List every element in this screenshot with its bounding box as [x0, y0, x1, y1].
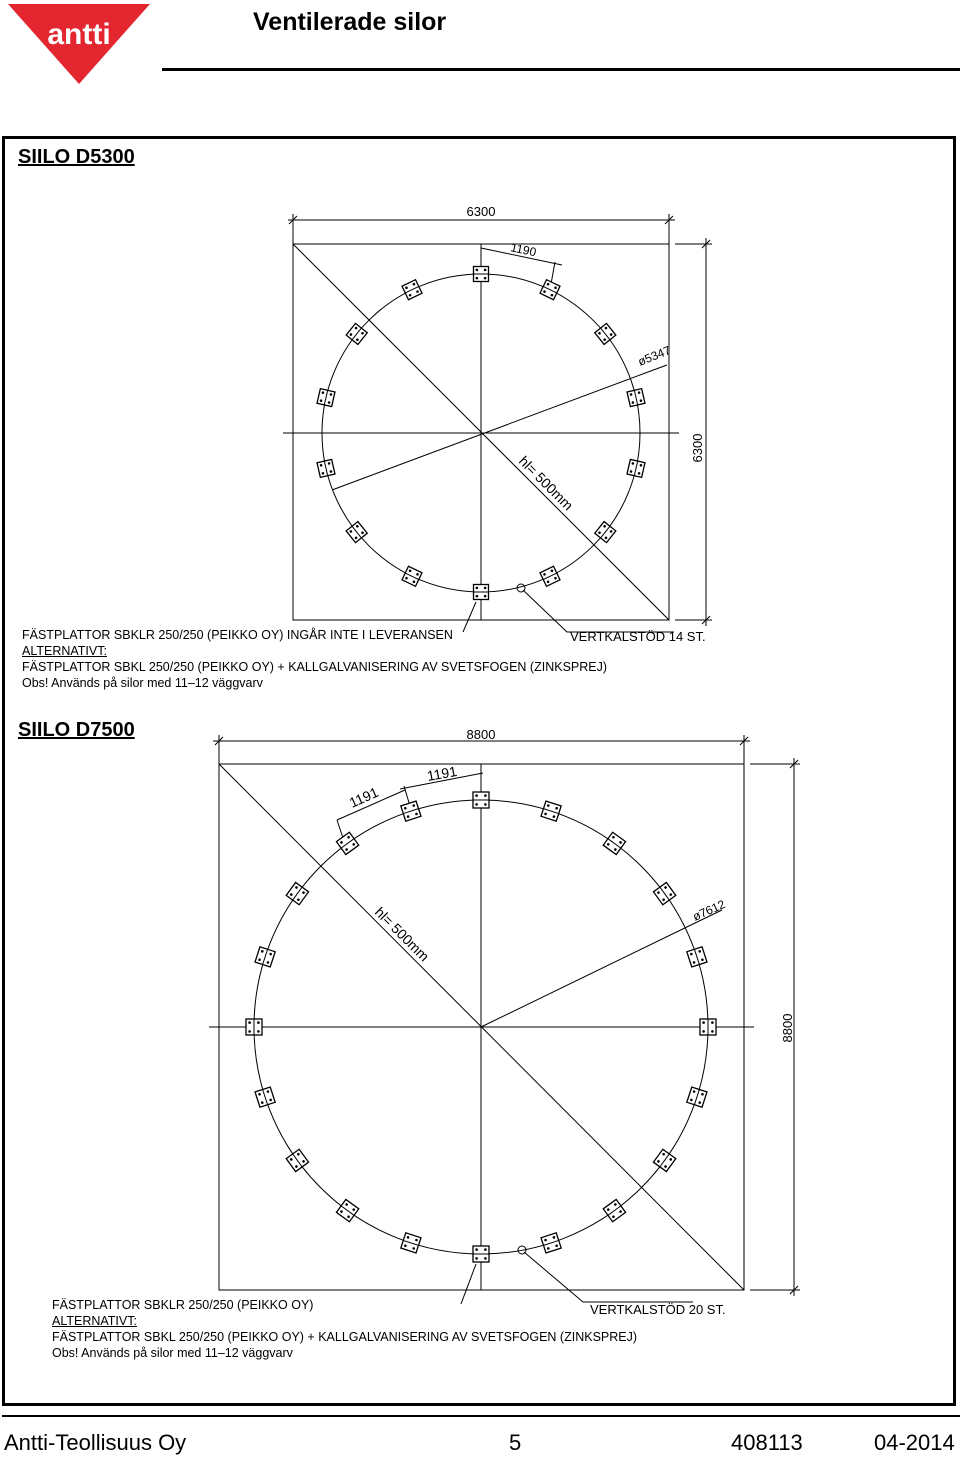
silo1-dim-width: 6300	[466, 204, 496, 219]
silo2-anchor-plate	[687, 1087, 707, 1107]
silo2-diameter-line	[481, 924, 693, 1027]
footer-company: Antti-Teollisuus Oy	[4, 1430, 187, 1455]
silo1-note-2: ALTERNATIVT:	[22, 644, 107, 658]
silo2-anchor-plate	[653, 1149, 675, 1171]
silo2-note-3: FÄSTPLATTOR SBKL 250/250 (PEIKKO OY) + KALLGALVANISERING AV SVETSFOGEN (ZINKSPREJ)	[52, 1330, 638, 1344]
silo2-anchor-plate	[255, 1087, 275, 1107]
silo2-dim-diameter: ø7612	[690, 897, 728, 924]
silo2-anchor-plate	[286, 1149, 308, 1171]
silo2-anchor-plate	[246, 1019, 262, 1035]
silo2-note-2: ALTERNATIVT:	[52, 1314, 137, 1328]
footer-doc-number: 408113	[731, 1430, 803, 1455]
silo2-anchor-plate	[700, 1019, 716, 1035]
footer-page-number: 5	[509, 1430, 522, 1455]
logo-text: antti	[47, 18, 111, 51]
silo1-note-4: Obs! Används på silor med 11–12 väggvarv	[22, 676, 263, 690]
silo2-dim-width: 8800	[466, 727, 496, 742]
silo2-anchor-plate	[286, 882, 308, 904]
silo2-anchor-plate	[401, 1233, 421, 1253]
silo2-anchor-plate	[603, 1199, 625, 1221]
silo2-anchor-plate	[687, 947, 707, 967]
silo2-anchor-plate	[473, 1246, 489, 1262]
silo2-dim-arc-1: 1191	[346, 783, 381, 811]
silo2-anchor-plate	[401, 801, 421, 821]
page-title: Ventilerade silor	[253, 8, 447, 36]
silo2-heading: SIILO D7500	[18, 719, 135, 741]
silo1-note-1: FÄSTPLATTOR SBKLR 250/250 (PEIKKO OY) INGÅR INTE I LEVERANSEN	[22, 628, 453, 642]
silo1-dim-hl: hl= 500mm	[515, 452, 577, 514]
silo2-anchor-plate	[336, 832, 358, 854]
silo1-dim-diameter: ø5347	[635, 343, 673, 369]
silo2-notes	[52, 1297, 637, 1361]
silo2-anchor-plate	[541, 1233, 561, 1253]
silo2-dim-arc-2: 1191	[425, 762, 459, 784]
footer-rule	[2, 1415, 960, 1417]
silo2-support-count: VERTKALSTÖD 20 ST.	[590, 1302, 726, 1317]
silo2-anchor-plate	[473, 792, 489, 808]
silo2-dim-hl: hl= 500mm	[371, 903, 433, 965]
silo1-dim-arc: 1190	[509, 240, 538, 260]
silo2-anchor-plate	[653, 882, 675, 904]
silo2-note-1: FÄSTPLATTOR SBKLR 250/250 (PEIKKO OY)	[52, 1298, 314, 1312]
silo1-heading: SIILO D5300	[18, 146, 135, 168]
silo2-support-leader	[524, 1252, 693, 1302]
silo1-note-3: FÄSTPLATTOR SBKL 250/250 (PEIKKO OY) + KALLGALVANISERING AV SVETSFOGEN (ZINKSPREJ)	[22, 660, 608, 674]
footer-date: 04-2014	[874, 1430, 955, 1455]
silo2-anchor-plate	[255, 947, 275, 967]
silo2-anchor-plate	[603, 832, 625, 854]
silo2-dim-height: 8800	[780, 1013, 795, 1043]
silo2-anchor-plate	[336, 1199, 358, 1221]
silo1-support-count: VERTKALSTÖD 14 ST.	[570, 629, 706, 644]
silo2-anchor-plate	[541, 801, 561, 821]
silo2-note-4: Obs! Används på silor med 11–12 väggvarv	[52, 1346, 293, 1360]
silo1-dim-height: 6300	[690, 433, 705, 463]
